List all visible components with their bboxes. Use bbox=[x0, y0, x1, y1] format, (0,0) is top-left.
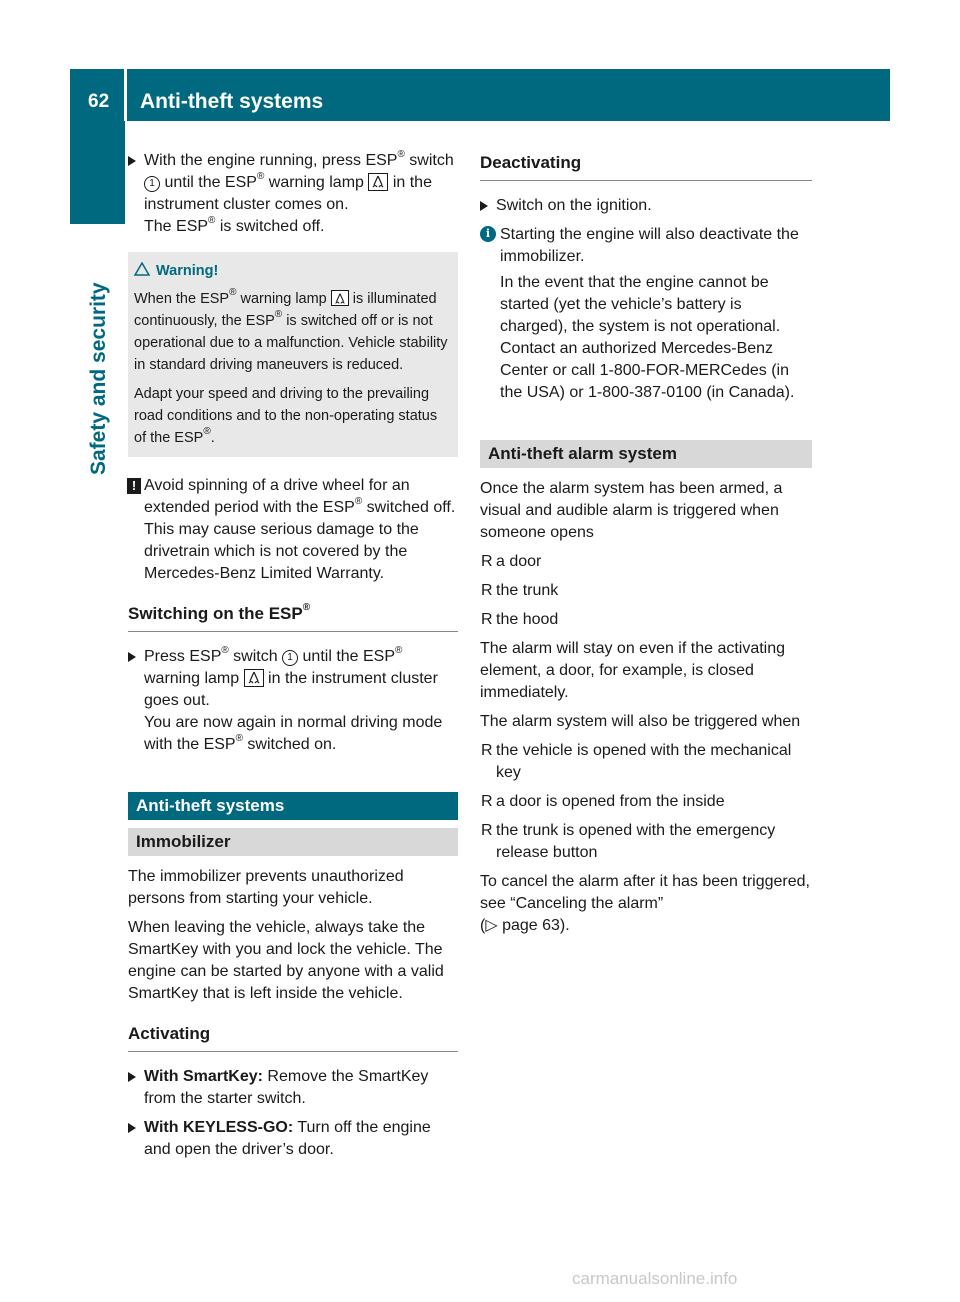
subsection-title-bar: Immobilizer bbox=[128, 828, 458, 856]
warning-title: Warning! bbox=[156, 263, 219, 279]
header-divider bbox=[124, 69, 127, 121]
list-item: R a door is opened from the inside bbox=[481, 793, 725, 810]
instruction-step: With the engine running, press ESP® switch 1 until the ESP® warning lamp in the instrument cluster comes on. The ESP® is switched off. bbox=[128, 150, 458, 238]
section-heading: Activating bbox=[128, 1021, 458, 1052]
paragraph: The alarm will stay on even if the activating element, a door, for example, is closed immediately. bbox=[480, 640, 786, 701]
section-heading: Deactivating bbox=[480, 150, 812, 181]
step-arrow-icon bbox=[128, 1072, 136, 1082]
info-note: i Starting the engine will also deactivate the immobilizer. In the event that the engine cannot be started (yet the vehicle’s battery is charged), the system is not operational. Contact an authorized Mercedes-Benz Center or call 1-800-FOR-MERCedes (in the USA) or 1-800-387-0100 (in Canada). bbox=[480, 224, 812, 404]
step-arrow-icon bbox=[480, 201, 488, 211]
warning-box bbox=[128, 252, 458, 457]
instruction-step: With SmartKey: Remove the SmartKey from the starter switch. bbox=[128, 1066, 458, 1110]
paragraph: The immobilizer prevents unauthorized persons from starting your vehicle. bbox=[128, 868, 404, 907]
page-number: 62 bbox=[88, 91, 110, 112]
info-icon: i bbox=[480, 226, 496, 242]
warning-text: Adapt your speed and driving to the prevailing road conditions and to the non-operating status of the ESP®. bbox=[134, 386, 438, 446]
esp-warning-lamp-icon bbox=[368, 173, 388, 191]
switch-number-icon: 1 bbox=[282, 650, 298, 666]
list-item: R a door bbox=[481, 553, 542, 570]
page-header bbox=[70, 69, 890, 121]
left-column bbox=[128, 150, 458, 1168]
switch-number-icon: 1 bbox=[144, 176, 160, 192]
watermark: carmanualsonline.info bbox=[572, 1269, 738, 1288]
warning-text: When the ESP® warning lamp is illuminated continuously, the ESP® is switched off or is not operational due to a malfunction. Vehicle stability in standard driving maneuvers is reduced. bbox=[134, 287, 448, 373]
paragraph: To cancel the alarm after it has been triggered, see “Canceling the alarm” (▷ page 63). bbox=[480, 873, 810, 934]
side-label-text: Safety and security bbox=[87, 282, 110, 475]
section-heading: Switching on the ESP® bbox=[128, 601, 458, 632]
paragraph: The alarm system will also be triggered when bbox=[480, 713, 801, 730]
step-arrow-icon bbox=[128, 156, 136, 166]
side-label bbox=[84, 125, 114, 505]
list-item: R the hood bbox=[481, 611, 559, 628]
list-item: R the trunk bbox=[481, 582, 559, 599]
esp-warning-lamp-icon bbox=[244, 669, 264, 687]
page-reference-link[interactable]: (▷ page 63). bbox=[480, 917, 570, 934]
right-column bbox=[480, 150, 812, 944]
warning-triangle-icon bbox=[134, 262, 150, 276]
page-title: Anti-theft systems bbox=[140, 90, 324, 113]
caution-icon: ! bbox=[127, 478, 141, 494]
list-item: R the vehicle is opened with the mechanical key bbox=[481, 742, 792, 781]
instruction-step: Switch on the ignition. bbox=[480, 195, 812, 217]
step-arrow-icon bbox=[128, 652, 136, 662]
section-title-bar: Anti-theft systems bbox=[128, 792, 458, 820]
esp-warning-lamp-icon bbox=[331, 290, 349, 306]
paragraph: Once the alarm system has been armed, a visual and audible alarm is triggered when someone opens bbox=[480, 480, 783, 541]
caution-note: ! Avoid spinning of a drive wheel for an extended period with the ESP® switched off. This may cause serious damage to the drivetrain which is not covered by the Mercedes-Benz Limited Warranty. bbox=[128, 475, 458, 585]
step-arrow-icon bbox=[128, 1123, 136, 1133]
instruction-step: Press ESP® switch 1 until the ESP® warning lamp in the instrument cluster goes out. You are now again in normal driving mode with the ESP® switched on. bbox=[128, 646, 458, 756]
paragraph: When leaving the vehicle, always take the SmartKey with you and lock the vehicle. The engine can be started by anyone with a valid SmartKey that is left inside the vehicle. bbox=[128, 919, 444, 1002]
list-item: R the trunk is opened with the emergency release button bbox=[481, 822, 776, 861]
instruction-step: With KEYLESS-GO: Turn off the engine and open the driver’s door. bbox=[128, 1117, 458, 1161]
subsection-title-bar: Anti-theft alarm system bbox=[480, 440, 812, 468]
